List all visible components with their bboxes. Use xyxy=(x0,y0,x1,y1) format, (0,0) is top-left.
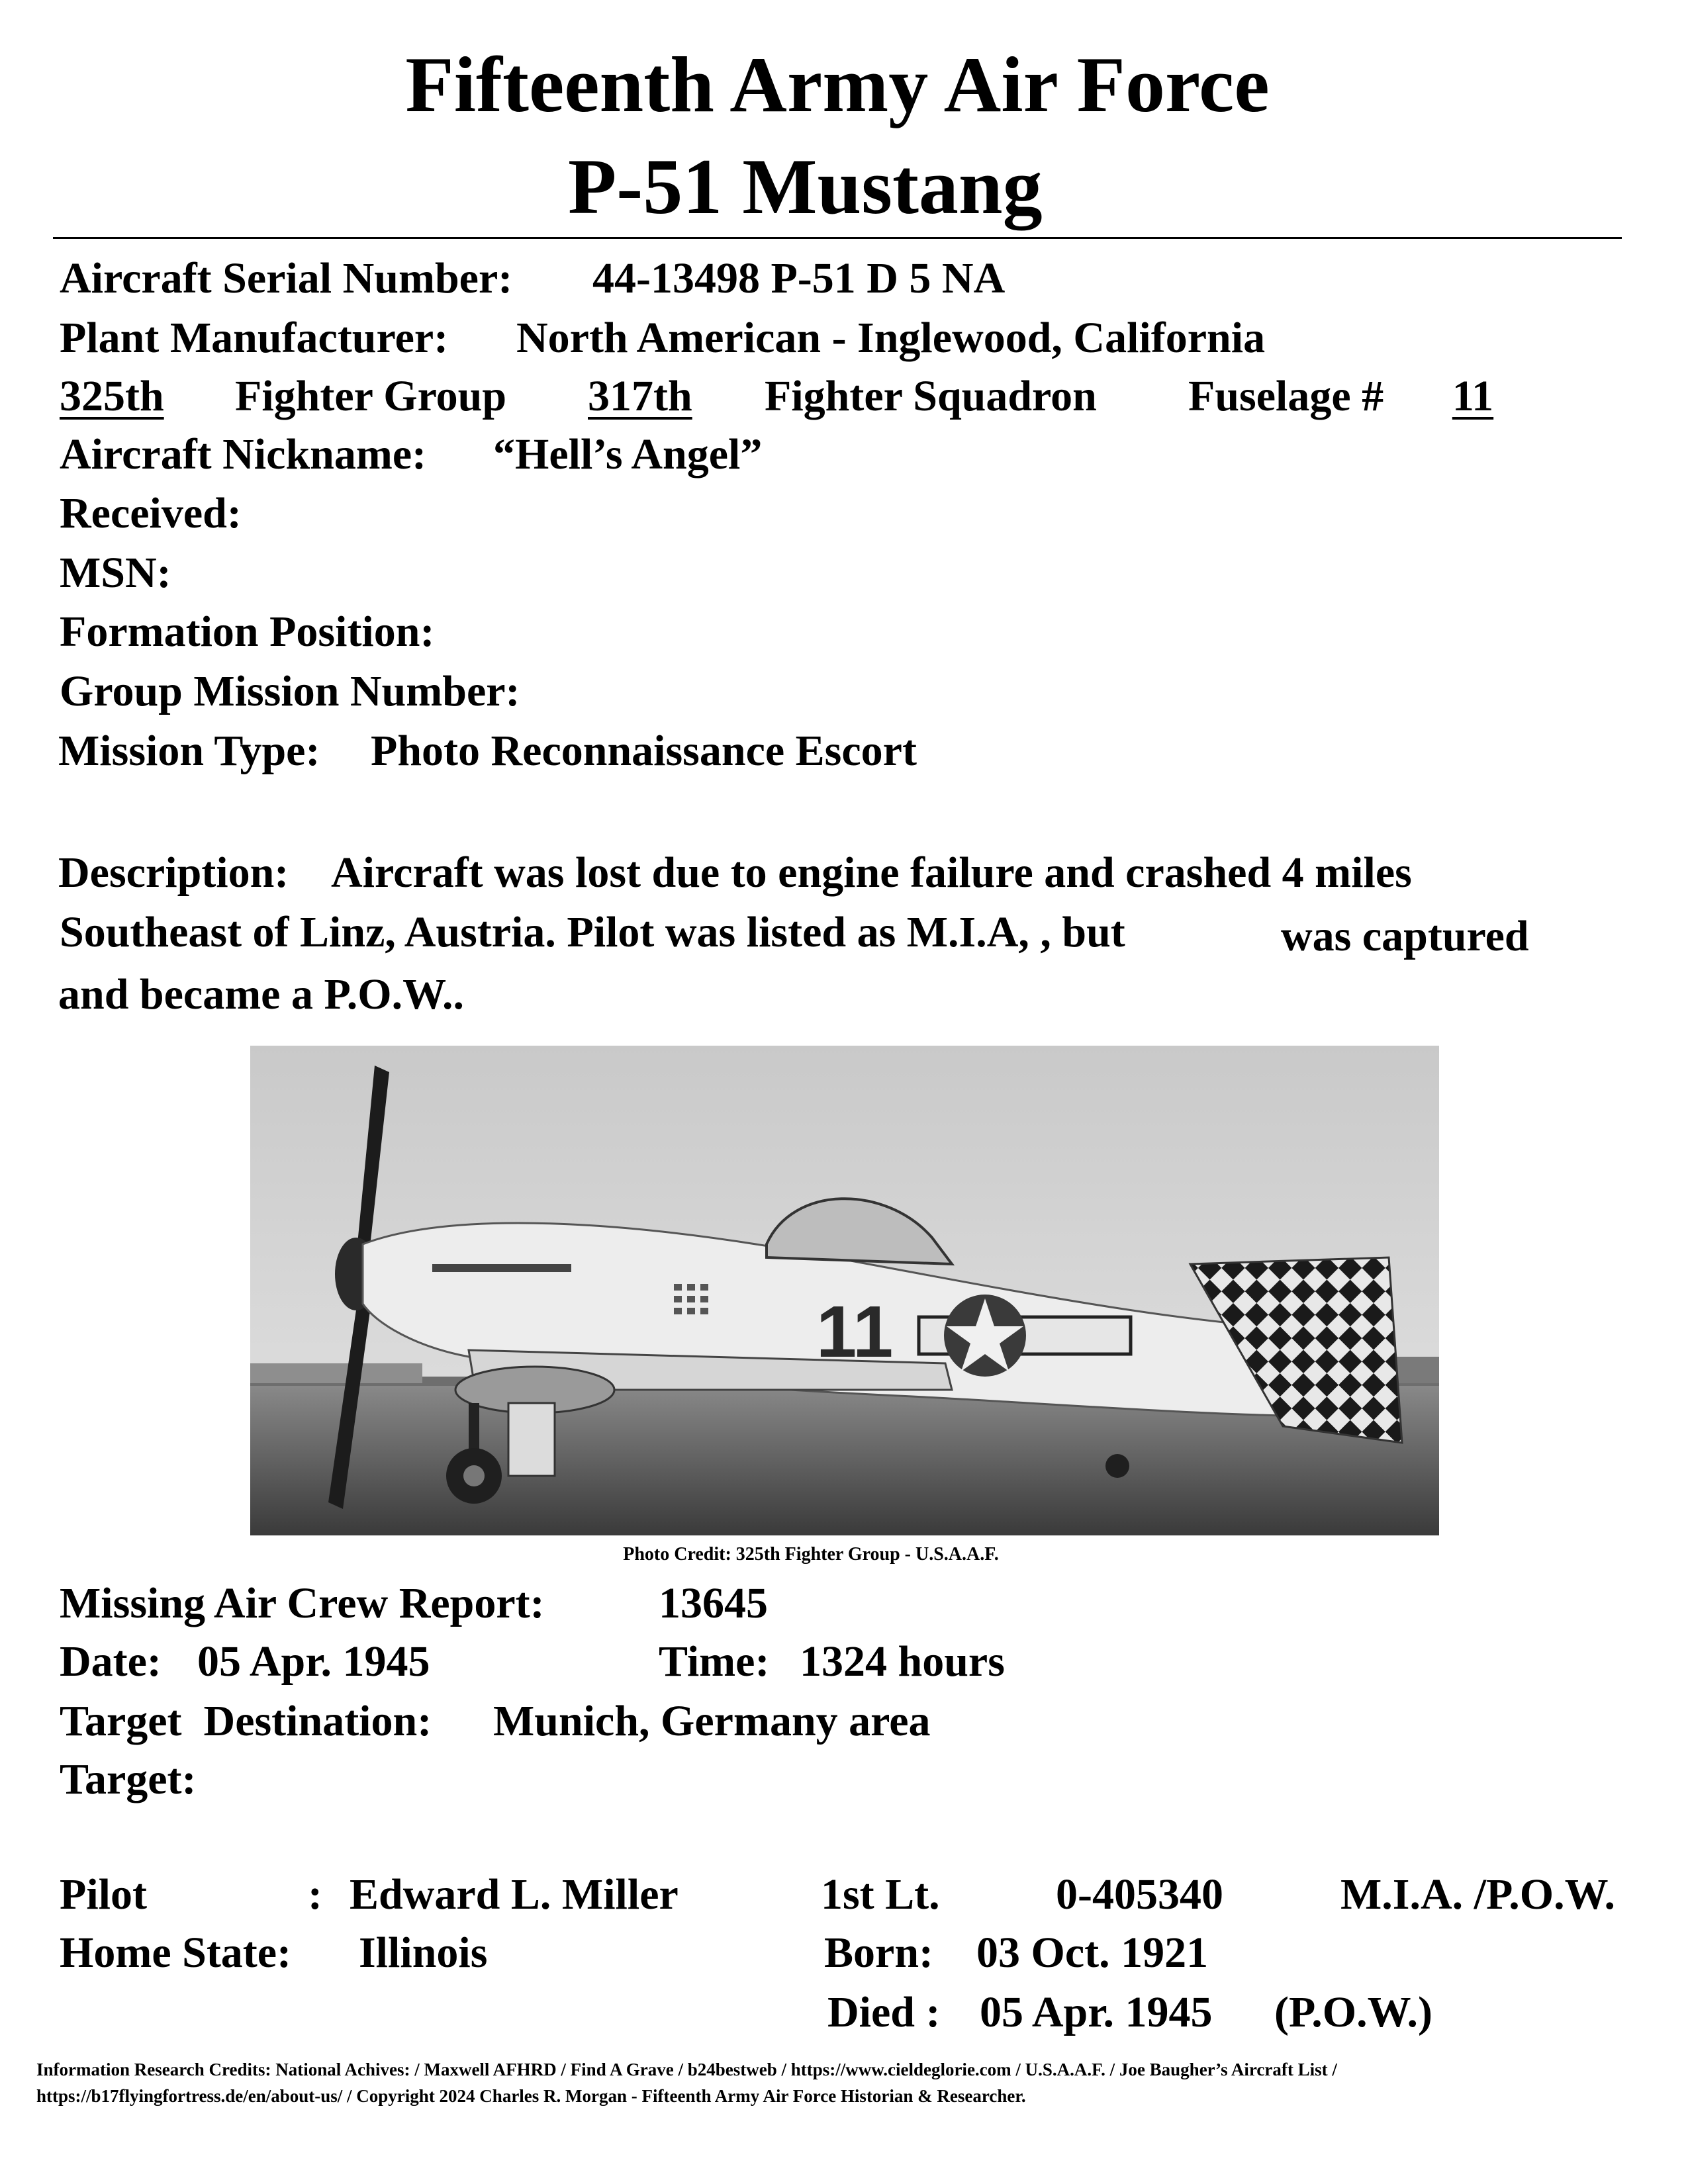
target-label: Target: xyxy=(60,1755,197,1803)
page-subtitle: P-51 Mustang xyxy=(568,142,1043,230)
fuselage-marking: 11 xyxy=(816,1291,894,1373)
pilot-rank: 1st Lt. xyxy=(821,1870,940,1919)
fuselage-label: Fuselage # xyxy=(1188,372,1384,420)
date-label: Date: xyxy=(60,1637,162,1686)
description-line2: Southeast of Linz, Austria. Pilot was listed as M.I.A, , but xyxy=(60,908,1125,956)
serial-label: Aircraft Serial Number: xyxy=(60,254,513,302)
footer-credits-line2: https://b17flyingfortress.de/en/about-us/ / Copyright 2024 Charles R. Morgan - Fifteenth Army Air Force Historian & Researcher. xyxy=(36,2086,1026,2106)
squadron-value: 317th xyxy=(588,372,692,420)
time-label: Time: xyxy=(659,1637,770,1686)
serial-value: 44-13498 P-51 D 5 NA xyxy=(592,254,1006,302)
pilot-label: Pilot xyxy=(60,1870,147,1919)
group-label: Fighter Group xyxy=(235,372,507,420)
description-line1: Aircraft was lost due to engine failure and crashed 4 miles xyxy=(331,848,1412,897)
received-label: Received: xyxy=(60,489,242,537)
date-value: 05 Apr. 1945 xyxy=(197,1637,430,1686)
died-label: Died : xyxy=(827,1988,941,2036)
mission-type-value: Photo Reconnaissance Escort xyxy=(371,727,917,775)
macr-label: Missing Air Crew Report: xyxy=(60,1579,545,1627)
died-note: (P.O.W.) xyxy=(1274,1988,1432,2036)
home-state-value: Illinois xyxy=(359,1929,488,1977)
pilot-name: Edward L. Miller xyxy=(350,1870,679,1919)
manufacturer-value: North American - Inglewood, California xyxy=(516,314,1266,362)
title-divider xyxy=(53,237,1622,239)
nickname-value: “Hell’s Angel” xyxy=(493,430,763,478)
aircraft-photo xyxy=(250,1046,1439,1535)
description-line2b: was captured xyxy=(1281,912,1529,960)
macr-value: 13645 xyxy=(659,1579,768,1627)
formation-label: Formation Position: xyxy=(60,608,435,656)
msn-label: MSN: xyxy=(60,549,171,597)
target-destination-label: Target Destination: xyxy=(60,1697,432,1745)
description-label: Description: xyxy=(58,848,289,897)
squadron-label: Fighter Squadron xyxy=(765,372,1097,420)
group-mission-label: Group Mission Number: xyxy=(60,667,520,715)
born-value: 03 Oct. 1921 xyxy=(976,1929,1209,1977)
group-value: 325th xyxy=(60,372,164,420)
born-label: Born: xyxy=(824,1929,933,1977)
description-line3: and became a P.O.W.. xyxy=(58,970,465,1019)
photo-credit: Photo Credit: 325th Fighter Group - U.S.A.A.F. xyxy=(623,1544,999,1565)
mission-type-label: Mission Type: xyxy=(58,727,320,775)
fuselage-value: 11 xyxy=(1452,372,1494,420)
footer-credits-line1: Information Research Credits: National Achives: / Maxwell AFHRD / Find A Grave / b24bestweb / https://www.cieldeglorie.com / U.S.A.A.F. / Joe Baugher’s Aircraft List / xyxy=(36,2060,1337,2079)
died-value: 05 Apr. 1945 xyxy=(980,1988,1213,2036)
home-state-label: Home State: xyxy=(60,1929,292,1977)
pilot-service-number: 0-405340 xyxy=(1056,1870,1223,1919)
pilot-status: M.I.A. /P.O.W. xyxy=(1340,1870,1616,1919)
manufacturer-label: Plant Manufacturer: xyxy=(60,314,449,362)
target-destination-value: Munich, Germany area xyxy=(493,1697,931,1745)
nickname-label: Aircraft Nickname: xyxy=(60,430,427,478)
page-title: Fifteenth Army Air Force xyxy=(405,40,1270,128)
pilot-colon: : xyxy=(308,1870,322,1919)
time-value: 1324 hours xyxy=(800,1637,1005,1686)
